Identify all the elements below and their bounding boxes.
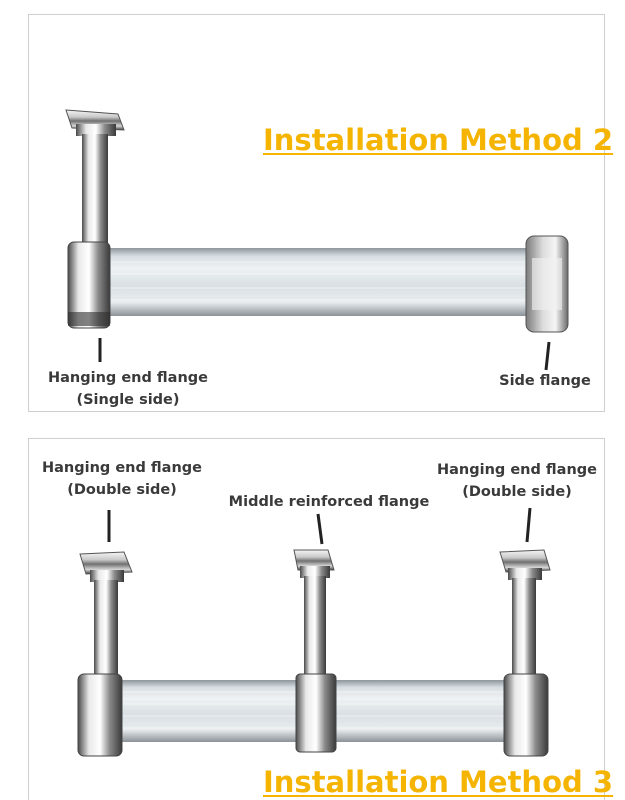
left-hanging-end-flange-caption: Hanging end flange (Double side) [42, 460, 202, 498]
middle-flange-pointer [318, 514, 322, 544]
method-2-title: Installation Method 2 [263, 123, 614, 157]
side-flange [526, 236, 568, 332]
side-flange-pointer [546, 342, 549, 370]
right-flange-pointer [527, 508, 530, 542]
method-2-rod [66, 110, 568, 332]
right-hanging-end-flange-caption: Hanging end flange (Double side) [437, 462, 597, 500]
middle-reinforced-flange-stem [294, 550, 334, 680]
left-double-side-flange [80, 552, 132, 680]
method-3-title: Installation Method 3 [263, 765, 614, 799]
left-end-flange [68, 242, 110, 328]
hanging-end-flange-caption: Hanging end flange (Single side) [48, 370, 208, 408]
aluminium-tube [100, 248, 540, 316]
right-double-side-flange [500, 550, 550, 678]
single-side-hanging-flange [66, 110, 124, 246]
right-end-collar [504, 674, 548, 756]
middle-reinforced-flange-caption: Middle reinforced flange [228, 494, 430, 510]
side-flange-caption: Side flange [499, 373, 591, 389]
method-3-rod [78, 550, 550, 756]
left-end-collar [78, 674, 122, 756]
middle-collar [296, 674, 336, 752]
